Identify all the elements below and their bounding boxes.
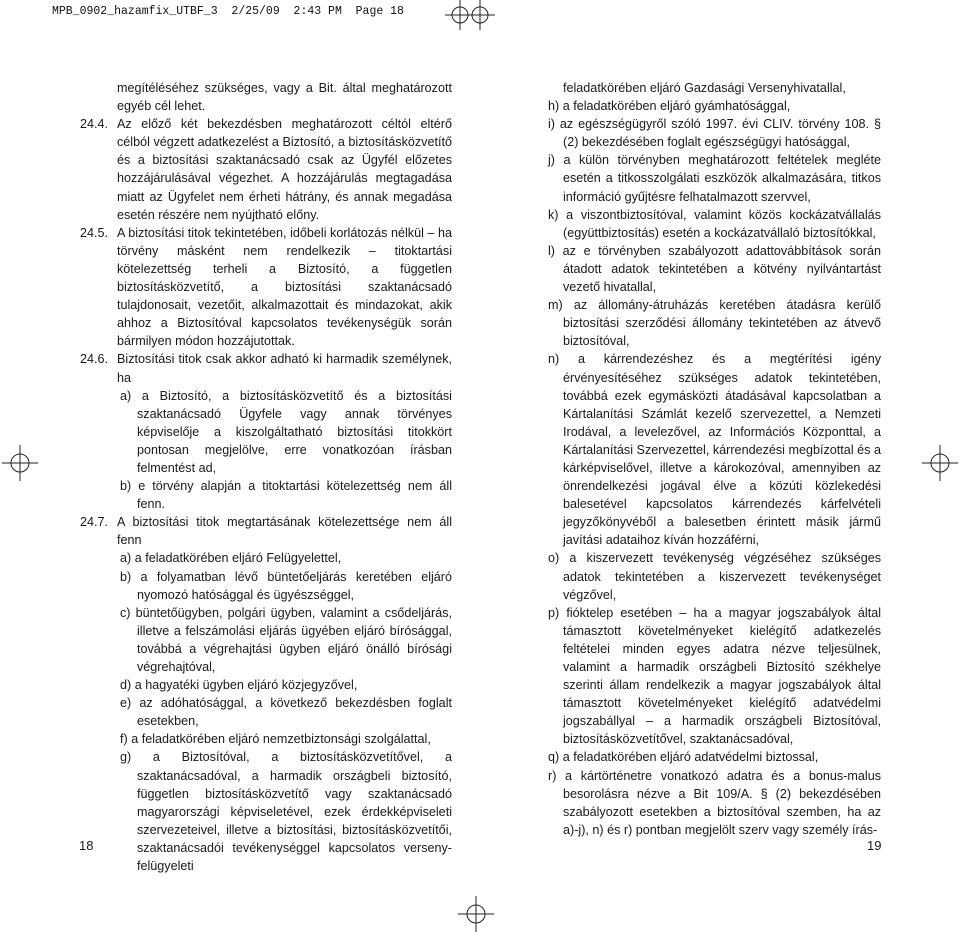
list-item: o) a kiszervezett tevékenység végzéséhez szükséges adatok tekintetében a kiszervezett tevékenységet végzővel, xyxy=(548,551,881,602)
section-number: 24.4. xyxy=(80,117,109,132)
section-text: Az előző két bekezdésben meghatározott céltól eltérő célból végzett adatkezelést a Biztosító, a biztosításközvetítő és a biztosítási szaktanácsadó csak az Ügyfél előzetes hozzájárulásával végezhet. A hozzájárulás megtagadása miatt az Ügyfelet nem érheti hátrány, és annak megadása esetén részére nem nyújtható előny. xyxy=(117,117,452,222)
list-item: b) e törvény alapján a titoktartási kötelezettség nem áll fenn. xyxy=(120,479,452,512)
list-item: h) a feladatkörében eljáró gyámhatósággal, xyxy=(548,99,791,114)
registration-mark-bottom-left xyxy=(458,896,494,932)
print-slug: MPB_0902_hazamfix_UTBF_3 2/25/09 2:43 PM Page 18 xyxy=(52,5,404,18)
list-item: i) az egészségügyről szóló 1997. évi CLIV. törvény 108. § (2) bekezdésében foglalt egészségügyi hatósággal, xyxy=(548,117,881,150)
left-page-column xyxy=(80,79,452,875)
page-number-right: 19 xyxy=(867,838,882,853)
list-item: d) a hagyatéki ügyben eljáró közjegyzővel, xyxy=(120,678,358,693)
list-item: p) fióktelep esetében – ha a magyar jogszabályok által támasztott követelményeket kielégítő adatkezelés feltételei minden egyes adatra nézve teljesülnek, valamint a harmadik országbeli Biztosító székhelye szerinti állam rendelkezik a magyar jogszabályok által támasztott követelményeket kielégítő adatvédelmi jogszabállyal – a harmadik országbeli Biztosítóval, biztosításközvetítővel, szaktanácsadóval, xyxy=(548,605,881,747)
list-item: a) a Biztosító, a biztosításközvetítő és a biztosítási szaktanácsadó Ügyfele vagy annak törvényes képviselője a kiszolgáltatható biztosítási titokkört pontosan megjelölve, erre vonatkozóan írásban felmentést ad, xyxy=(120,388,452,475)
section-number: 24.7. xyxy=(80,515,109,530)
right-page-column xyxy=(548,79,881,839)
registration-mark-left xyxy=(2,445,38,481)
list-item: n) a kárrendezéshez és a megtérítési igény érvényesítéséhez szükséges adatok tekintetében, továbbá ezek egymásközti átadásával kapcsolatban a Kártalanítási Számlát kezelő szervezettel, a Nemzeti Irodával, a levelezővel, az Információs Központtal, a Kártalanítási Szervezettel, kárrendezési megbízottal és a kárképviselővel, illetve a károkozóval, amennyiben az önrendelkezési jogával élve a közúti közlekedési balesetével kapcsolatos kárrendezés kárfelvételi jegyzőkönyvéből a balesetben érintett másik jármű javítási adataihoz kíván hozzáférni, xyxy=(548,352,881,548)
section-number: 24.5. xyxy=(80,225,109,240)
section-text: A biztosítási titok tekintetében, időbeli korlátozás nélkül – ha törvény másként nem rendelkezik – titoktartási kötelezettség terheli a Biztosító, a független biztosításközvetítő, a biztosítási szaktanácsadó tulajdonosait, vezetőit, alkalmazottait és mindazokat, akik ahhoz a Biztosítóval kapcsolatos tevékenységük során bármilyen módon hozzájutottak. xyxy=(117,225,452,349)
list-item: m) az állomány-átruházás keretében átadásra kerülő biztosítási szerződési állomány tekintetében az átvevő biztosítóval, xyxy=(548,298,881,349)
section-24-6 xyxy=(80,350,452,386)
registration-mark-right xyxy=(922,445,958,481)
section-24-4 xyxy=(80,115,452,224)
section-24-7 xyxy=(80,513,452,549)
list-item: c) büntetőügyben, polgári ügyben, valamint a csődeljárás, illetve a felszámolási eljárás ügyében eljáró bírósággal, továbbá a végrehajtási ügyben eljáró önálló bírósági végrehajtóval, xyxy=(120,605,452,674)
registration-mark-top-right xyxy=(465,0,495,30)
continued-paragraph: megítéléséhez szükséges, vagy a Bit. által meghatározott egyéb cél lehet. xyxy=(117,81,452,114)
list-item: l) az e törvényben szabályozott adattovábbítások során átadott adatok tekintetében a kötvény nyilvántartást vezető hivatallal, xyxy=(548,243,881,295)
section-24-5 xyxy=(80,224,452,351)
section-text: A biztosítási titok megtartásának kötelezettsége nem áll fenn xyxy=(117,515,452,548)
list-item: g) a Biztosítóval, a biztosításközvetítővel, a szaktanácsadóval, a harmadik országbeli biztosító, független biztosításközvetítő vagy szaktanácsadó magyarországi képviseletével, ezek érdekképviseleti szervezeteivel, illetve a biztosítási, biztosításközvetítői, szaktanácsadói tevékenységgel kapcsolatos verseny-felügyeleti xyxy=(120,750,452,874)
page-number-left: 18 xyxy=(79,838,94,853)
list-item: j) a külön törvényben meghatározott feltételek megléte esetén a titkosszolgálati eszközök alkalmazására, titkos információ gyűjtésre felhatalmazott szervvel, xyxy=(548,153,881,204)
list-item: e) az adóhatósággal, a következő bekezdésben foglalt esetekben, xyxy=(120,696,452,729)
list-item: b) a folyamatban lévő büntetőeljárás keretében eljáró nyomozó hatósággal és ügyészséggel, xyxy=(120,569,452,602)
list-item: r) a kártörténetre vonatkozó adatra és a bonus-malus besorolásra nézve a Bit 109/A. § (2) bekezdésében szabályozott esetekben a biztosítóval szemben, ha az a)-j), n) és r) pontban megjelölt szerv vagy személy írás- xyxy=(548,768,881,837)
continued-line: feladatkörében eljáró Gazdasági Versenyhivatallal, xyxy=(563,81,846,95)
section-text: Biztosítási titok csak akkor adható ki harmadik személynek, ha xyxy=(117,352,452,385)
list-item: k) a viszontbiztosítóval, valamint közös kockázatvállalás (együttbiztosítás) esetén a kockázatvállaló biztosítókkal, xyxy=(548,207,881,240)
list-item: q) a feladatkörében eljáró adatvédelmi biztossal, xyxy=(548,750,819,765)
list-item: a) a feladatkörében eljáró Felügyelettel, xyxy=(120,551,342,566)
section-number: 24.6. xyxy=(80,352,109,367)
list-item: f) a feladatkörében eljáró nemzetbiztonsági szolgálattal, xyxy=(120,732,431,747)
